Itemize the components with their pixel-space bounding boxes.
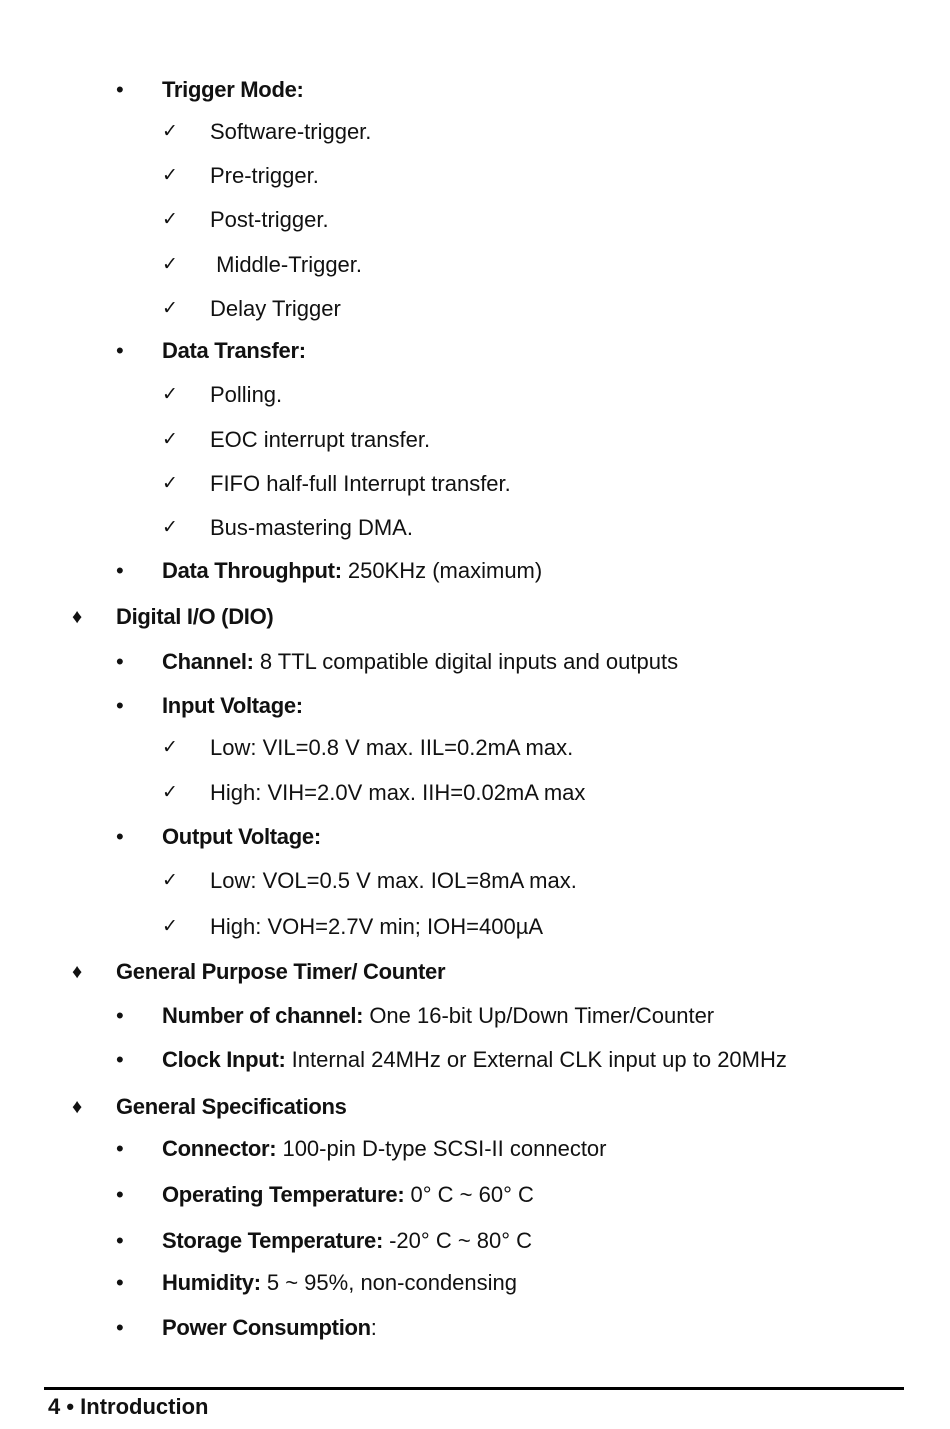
check-icon: ✓ [162,121,178,142]
bullet: • [116,1136,124,1161]
list-item: High: VIH=2.0V max. IIH=0.02mA max [210,780,586,805]
check-icon: ✓ [162,165,178,186]
check-icon: ✓ [162,517,178,538]
general-heading: General Specifications [116,1094,347,1119]
data-transfer-heading: Data Transfer: [162,338,306,363]
output-voltage-heading: Output Voltage: [162,824,321,849]
operating-temp-line [162,1181,534,1209]
diamond-icon: ♦ [72,1096,83,1118]
timer-channels-line [162,1002,714,1030]
humidity-value: 5 ~ 95%, non-condensing [266,1270,518,1295]
check-icon: ✓ [162,916,178,937]
check-icon: ✓ [162,782,178,803]
bullet: • [116,649,124,674]
bullet: • [116,1315,124,1340]
data-throughput-line [162,557,542,585]
connector-value: 100-pin D-type SCSI-II connector [282,1136,607,1161]
connector-label: Connector: [162,1136,277,1161]
footer-rule [44,1387,904,1390]
power-suffix: : [370,1315,377,1340]
check-icon: ✓ [162,384,178,405]
clock-input-value: Internal 24MHz or External CLK input up to 20MHz [291,1047,787,1072]
check-icon: ✓ [162,254,178,275]
list-item: High: VOH=2.7V min; IOH=400µA [210,914,544,939]
page-footer: 4 • Introduction [48,1394,209,1419]
check-icon: ✓ [162,473,178,494]
humidity-label: Humidity: [162,1270,261,1295]
timer-channels-value: One 16-bit Up/Down Timer/Counter [369,1003,715,1028]
operating-temp-value: 0° C ~ 60° C [410,1182,534,1207]
list-item: EOC interrupt transfer. [210,427,431,452]
bullet: • [116,558,124,583]
list-item: Polling. [210,382,283,407]
input-voltage-heading: Input Voltage: [162,693,303,718]
check-icon: ✓ [162,870,178,891]
list-item: Bus-mastering DMA. [210,515,413,540]
storage-temp-label: Storage Temperature: [162,1228,383,1253]
clock-input-label: Clock Input: [162,1047,286,1072]
check-icon: ✓ [162,209,178,230]
timer-channels-label: Number of channel: [162,1003,364,1028]
data-throughput-label: Data Throughput: [162,558,342,583]
dio-channel-line [162,648,678,676]
list-item: Post-trigger. [210,207,329,232]
check-icon: ✓ [162,429,178,450]
connector-line [162,1135,607,1163]
dio-heading: Digital I/O (DIO) [116,604,274,629]
check-icon: ✓ [162,737,178,758]
list-item: Delay Trigger [210,296,341,321]
power-label: Power Consumption [162,1315,371,1340]
list-item: Pre-trigger. [210,163,319,188]
bullet: • [116,1182,124,1207]
diamond-icon: ♦ [72,961,83,983]
list-item: Low: VOL=0.5 V max. IOL=8mA max. [210,868,577,893]
dio-channel-value: 8 TTL compatible digital inputs and outputs [259,649,679,674]
check-icon: ✓ [162,298,178,319]
storage-temp-value: -20° C ~ 80° C [389,1228,533,1253]
operating-temp-label: Operating Temperature: [162,1182,405,1207]
data-throughput-value: 250KHz (maximum) [347,558,543,583]
bullet: • [116,1003,124,1028]
bullet: • [116,824,124,849]
timer-heading: General Purpose Timer/ Counter [116,959,446,984]
bullet: • [116,338,124,363]
bullet: • [116,1047,124,1072]
bullet: • [116,77,124,102]
humidity-line [162,1269,517,1297]
bullet: • [116,1228,124,1253]
list-item: Low: VIL=0.8 V max. IIL=0.2mA max. [210,735,574,760]
diamond-icon: ♦ [72,606,83,628]
clock-input-line [162,1046,787,1074]
dio-channel-label: Channel: [162,649,254,674]
bullet: • [116,1270,124,1295]
list-item: Software-trigger. [210,119,372,144]
power-line [162,1314,377,1342]
trigger-mode-heading: Trigger Mode: [162,77,304,102]
list-item: Middle-Trigger. [210,252,363,277]
bullet: • [116,693,124,718]
list-item: FIFO half-full Interrupt transfer. [210,471,511,496]
storage-temp-line [162,1227,532,1255]
